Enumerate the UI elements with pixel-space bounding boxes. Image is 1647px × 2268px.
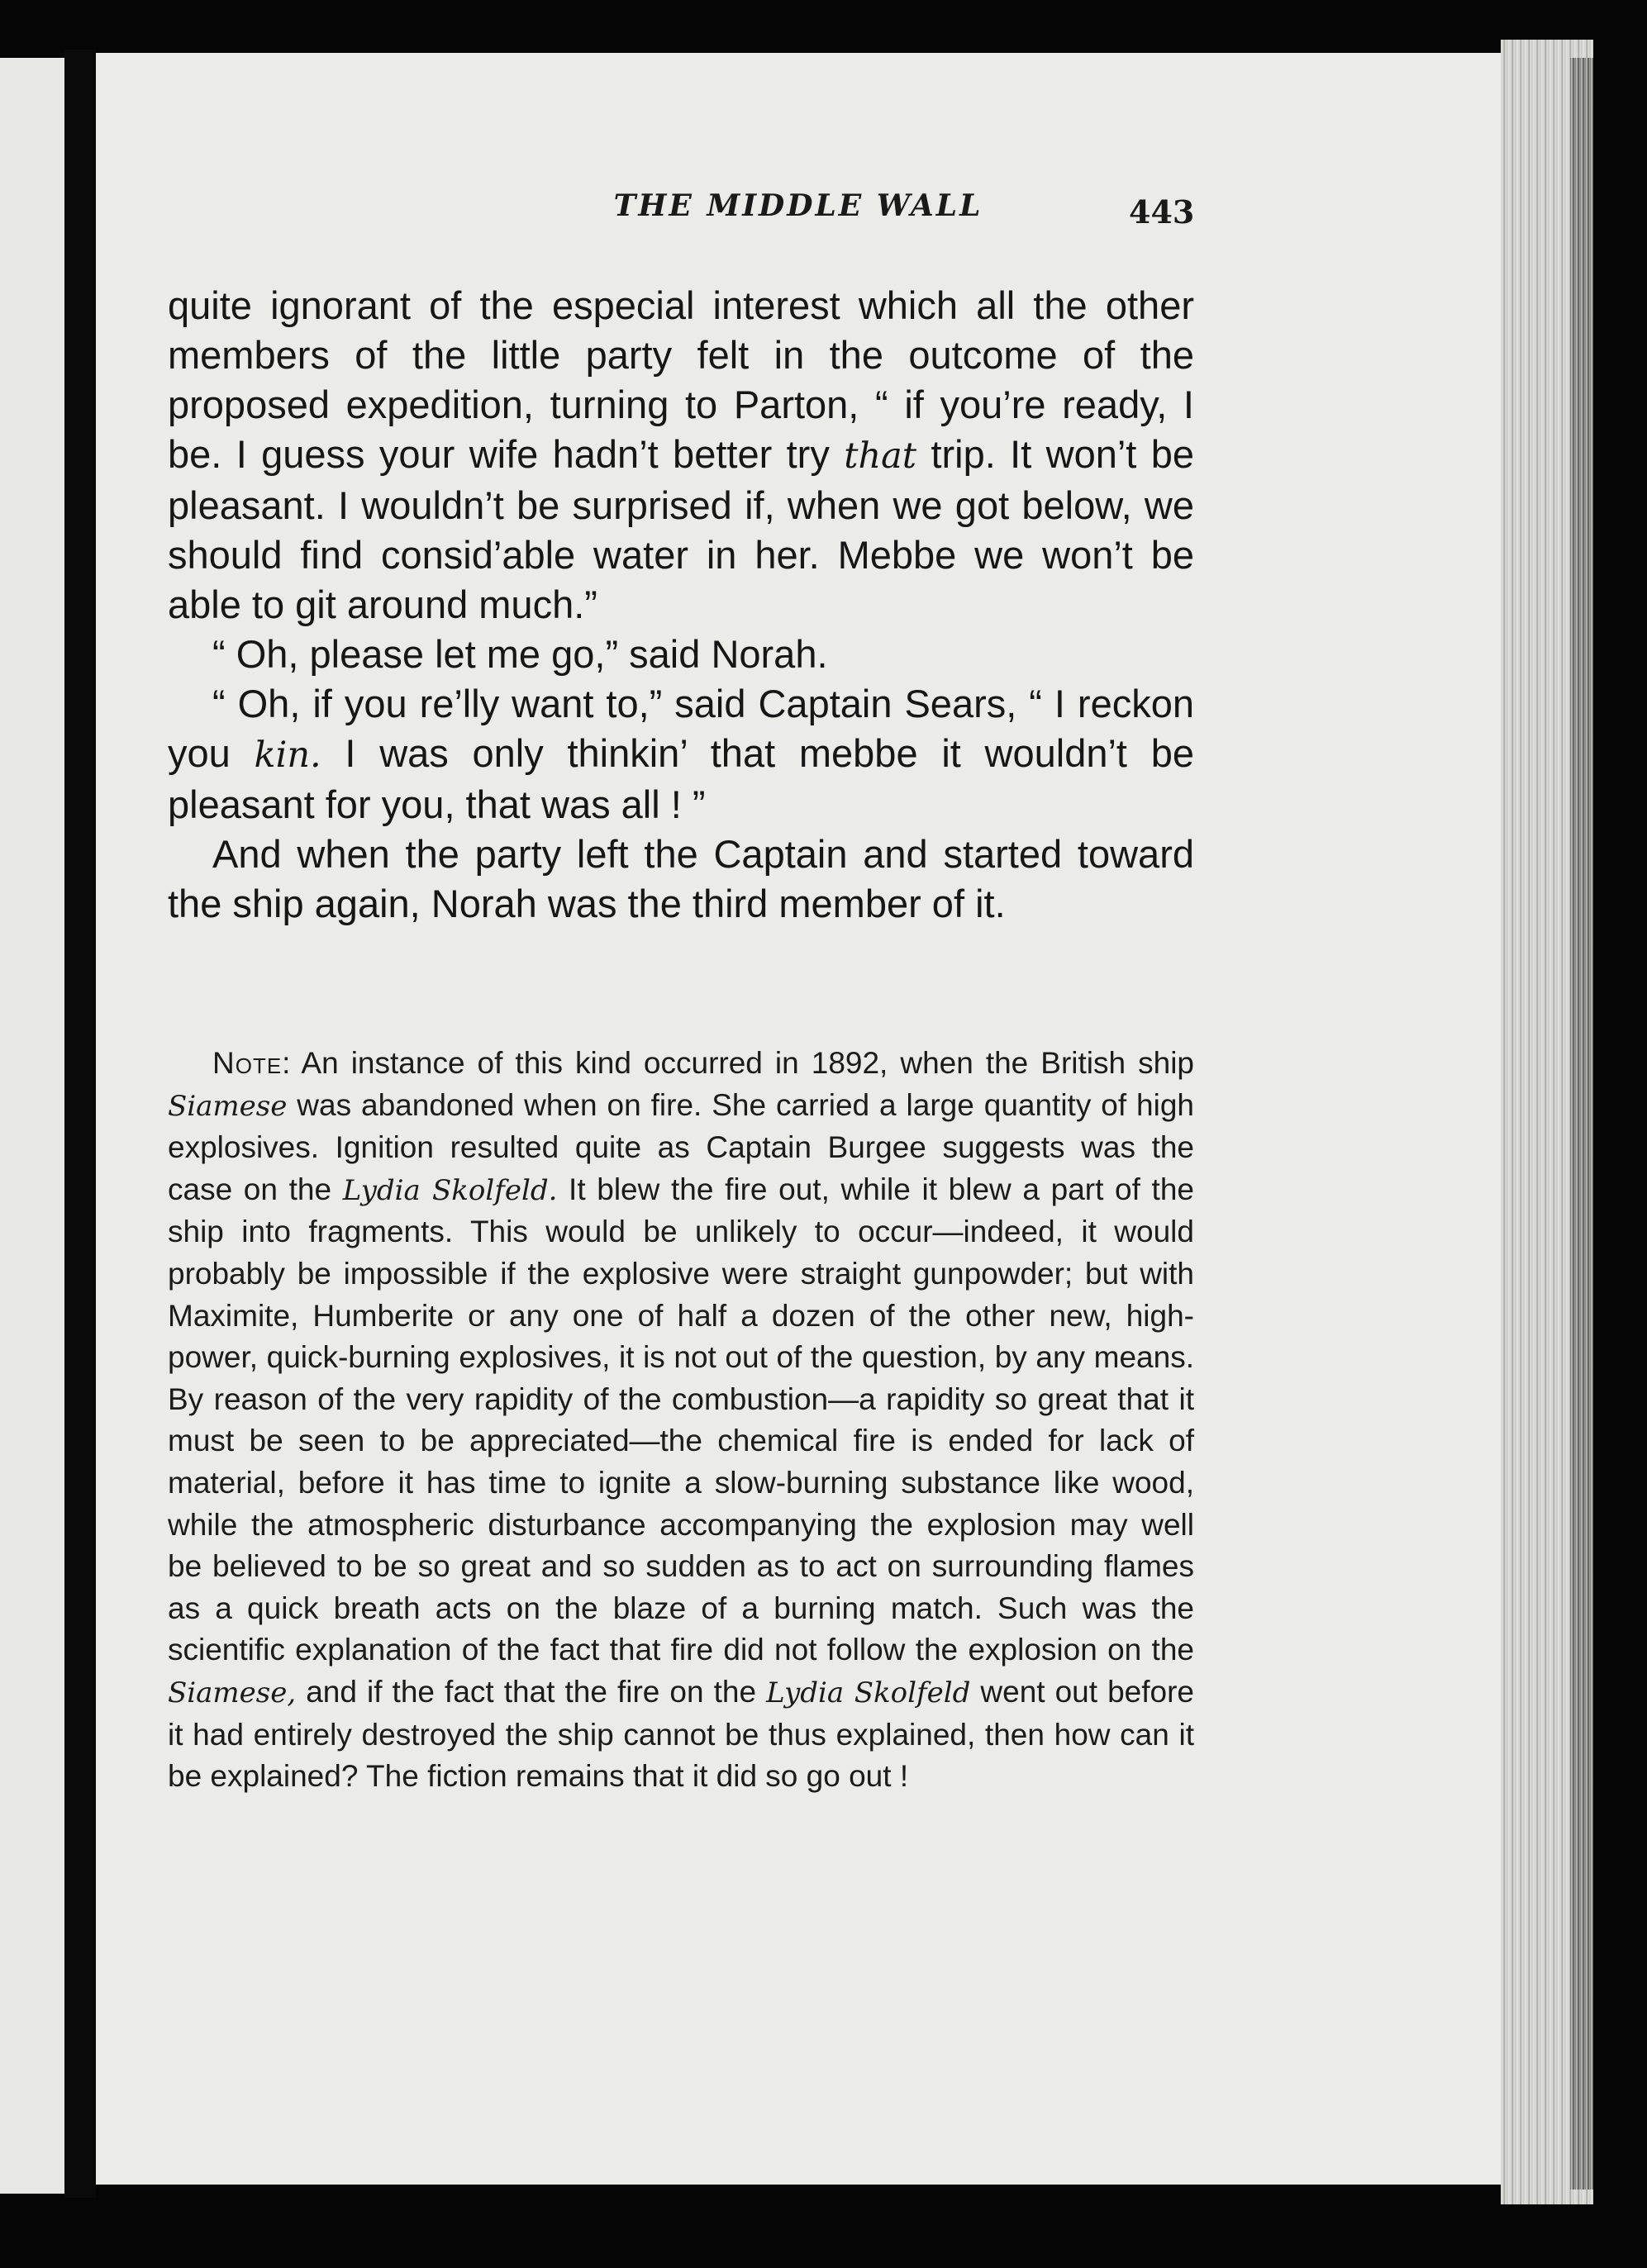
emphasis-that: that <box>844 435 917 477</box>
paragraph-3: “ Oh, if you re’lly want to,” said Captain Sears, “ I reckon you kin. I was only thinkin’ that mebbe it wouldn’t be pleasant for you, that was all ! ” <box>168 682 1194 826</box>
paragraph-4: And when the party left the Captain and started toward the ship again, Norah was the third member of it. <box>168 832 1194 925</box>
page-number: 443 <box>1129 193 1195 231</box>
main-text <box>168 281 1194 929</box>
ship-name-lydia-skolfeld: Lydia Skolfeld <box>766 1676 971 1709</box>
emphasis-kin: kin. <box>254 735 321 776</box>
ship-name-siamese: Siamese, <box>168 1676 297 1709</box>
footnote: Note: An instance of this kind occurred in 1892, when the British ship Siamese was abandoned when on fire. She carried a large quantity of high explosives. Ignition resulted quite as Captain Burgee suggests was the case on the Lydia Skolfeld. It blew the fire out, while it blew a part of the ship into fragments. This would be unlikely to occur—indeed, it would probably be impossible if the explosive were straight gunpowder; but with Maximite, Humberite or any one of half a dozen of the other new, high-power, quick-burning explosives, it is not out of the question, by any means. By reason of the very rapidity of the combustion—a rapidity so great that it must be seen to be appreciated—the chemical fire is ended for lack of material, before it has time to ignite a slow-burning substance like wood, while the atmospheric disturbance accompanying the explosion may well be believed to be so great and so sudden as to act on surrounding flames as a quick breath acts on the blaze of a burning match. Such was the scientific explanation of the fact that fire did not follow the explosion on the Siamese, and if the fact that the fire on the Lydia Skolfeld went out before it had entirely destroyed the ship cannot be thus explained, then how can it be explained? The fiction remains that it did so go out ! <box>168 1046 1194 1794</box>
running-title: THE MIDDLE WALL <box>613 188 983 223</box>
page-stack-shadow <box>1570 58 1593 2190</box>
running-header <box>96 183 1501 233</box>
facing-page-edge <box>0 58 64 2194</box>
ship-name-siamese: Siamese <box>168 1089 288 1123</box>
paragraph-2: “ Oh, please let me go,” said Norah. <box>212 632 828 676</box>
book-gutter <box>64 50 96 2198</box>
ship-name-lydia-skolfeld: Lydia Skolfeld. <box>342 1173 558 1207</box>
paragraph-1: quite ignorant of the especial interest which all the other members of the little party felt in the outcome of the proposed expedition, turning to Parton, “ if you’re ready, I be. I guess your wife hadn’t better try that trip. It won’t be pleasant. I wouldn’t be surprised if, when we got below, we should find consid’able water in her. Mebbe we won’t be able to git around much.” <box>168 283 1194 626</box>
note-label: Note <box>212 1046 283 1080</box>
